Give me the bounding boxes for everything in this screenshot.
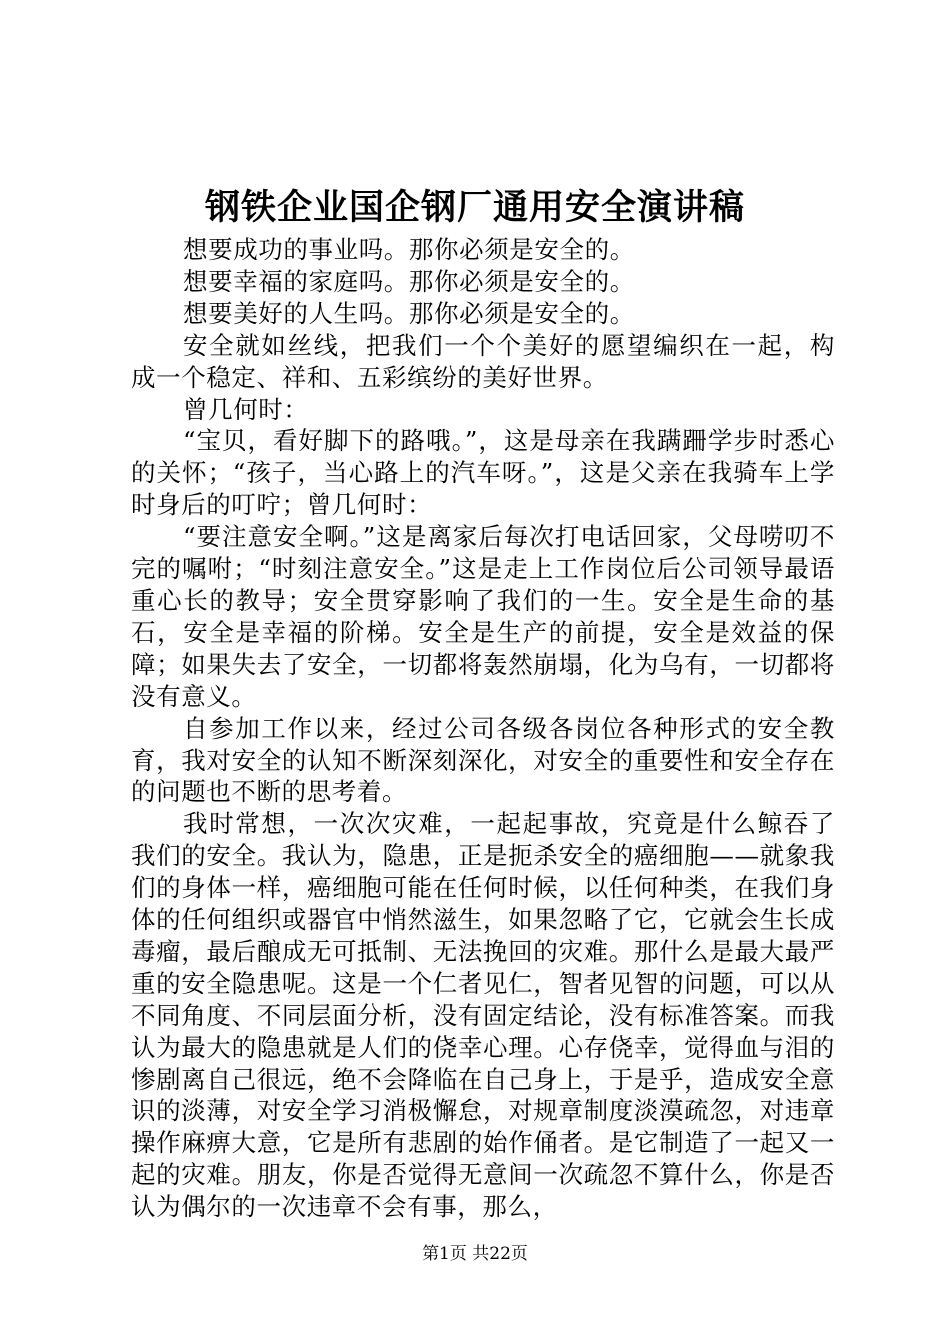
paragraph: 自参加工作以来，经过公司各级各岗位各种形式的安全教育，我对安全的认知不断深刻深化，对安全的重要性和安全存在的问题也不断的思考着。	[131, 713, 835, 807]
paragraph: “宝贝，看好脚下的路哦。”，这是母亲在我蹒跚学步时悉心的关怀；“孩子，当心路上的汽车呀。”，这是父亲在我骑车上学时身后的叮咛；曾几何时：	[131, 426, 835, 520]
paragraph: “要注意安全啊。”这是离家后每次打电话回家，父母唠叨不完的嘱咐；“时刻注意安全。”这是走上工作岗位后公司领导最语重心长的教导；安全贯穿影响了我们的一生。安全是生命的基石，安全是幸福的阶梯。安全是生产的前提，安全是效益的保障；如果失去了安全，一切都将轰然崩塌，化为乌有，一切都将没有意义。	[131, 522, 835, 711]
paragraph: 安全就如丝线，把我们一个个美好的愿望编织在一起，构成一个稳定、祥和、五彩缤纷的美好世界。	[131, 330, 835, 392]
document-title: 钢铁企业国企钢厂通用安全演讲稿	[204, 188, 745, 228]
paragraph: 想要幸福的家庭吗。那你必须是安全的。	[183, 266, 635, 296]
document-body	[131, 234, 835, 1223]
paragraph: 想要成功的事业吗。那你必须是安全的。	[183, 235, 635, 264]
paragraph: 想要美好的人生吗。那你必须是安全的。	[183, 298, 635, 328]
page-number-footer: 第1页 共22页	[422, 1244, 528, 1264]
paragraph: 曾几何时：	[183, 394, 309, 424]
paragraph: 我时常想，一次次灾难，一起起事故，究竟是什么鲸吞了我们的安全。我认为，隐患，正是扼杀安全的癌细胞——就象我们的身体一样，癌细胞可能在任何时候，以任何种类，在我们身体的任何组织或器官中悄然滋生，如果忽略了它，它就会生长成毒瘤，最后酿成无可抵制、无法挽回的灾难。那什么是最大最严重的安全隐患呢。这是一个仁者见仁，智者见智的问题，可以从不同角度、不同层面分析，没有固定结论，没有标准答案。而我认为最大的隐患就是人们的侥幸心理。心存侥幸，觉得血与泪的惨剧离自己很远，绝不会降临在自己身上，于是乎，造成安全意识的淡薄，对安全学习消极懈怠，对规章制度淡漠疏忽，对违章操作麻痹大意，它是所有悲剧的始作俑者。是它制造了一起又一起的灾难。朋友，你是否觉得无意间一次疏忽不算什么，你是否认为偶尔的一次违章不会有事，那么，	[131, 809, 835, 1222]
